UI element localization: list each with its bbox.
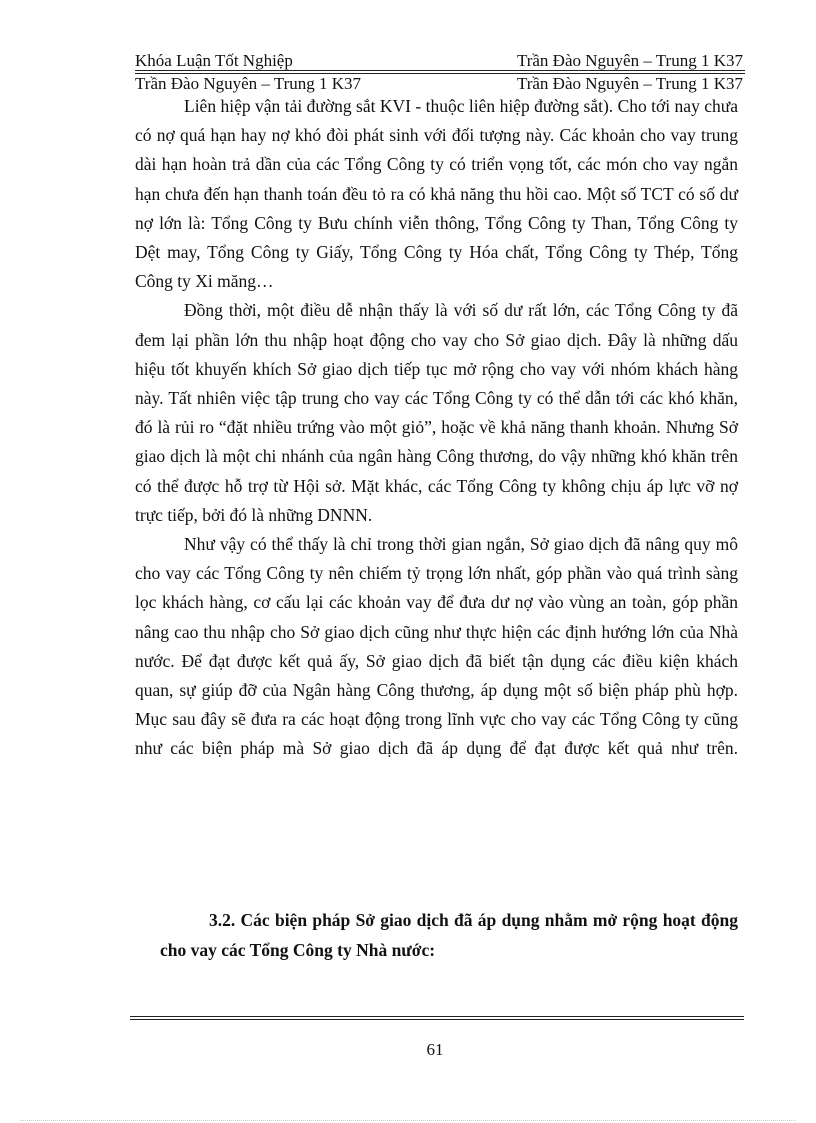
paragraph-2: Đồng thời, một điều dễ nhận thấy là với số dư rất lớn, các Tổng Công ty đã đem lại phần lớn thu nhập hoạt động cho vay cho Sở giao dịch. Đây là những dấu hiệu tốt khuyến khích Sở giao dịch tiếp tục mở rộng cho vay với nhóm khách hàng này. Tất nhiên việc tập trung cho vay các Tổng Công ty có thể dẫn tới các khó khăn, đó là rủi ro “đặt nhiều trứng vào một giỏ”, hoặc về khả năng thanh khoản. Nhưng Sở giao dịch là một chi nhánh của ngân hàng Công thương, do vậy những khó khăn trên có thể được hỗ trợ từ Hội sở. Mặt khác, các Tổng Công ty không chịu áp lực vỡ nợ trực tiếp, bởi đó là những DNNN. (135, 300, 738, 525)
author-name: Trần Đào Nguyên – Trung 1 K37 (516, 51, 743, 70)
thesis-title: Khóa Luận Tốt Nghiệp (135, 51, 293, 70)
paragraph-3: Như vậy có thể thấy là chỉ trong thời gian ngắn, Sở giao dịch đã nâng quy mô cho vay các Tổng Công ty nên chiếm tỷ trọng lớn nhất, góp phần vào quá trình sàng lọc khách hàng, cơ cấu lại các khoản vay để đưa dư nợ vào vùng an toàn, góp phần nâng cao thu nhập cho Sở giao dịch cũng như thực hiện các định hướng lớn của Nhà nước. Để đạt được kết quả ấy, Sở giao dịch đã biết tận dụng các điều kiện khách quan, sự giúp đỡ của Ngân hàng Công thương, áp dụng một số biện pháp phù hợp. Mục sau đây sẽ đưa ra các hoạt động trong lĩnh vực cho vay các Tổng Công ty cũng như các biện pháp mà Sở giao dịch đã áp dụng để đạt được kết quả như trên. (135, 534, 738, 759)
section-heading: 3.2. Các biện pháp Sở giao dịch đã áp dụng nhằm mở rộng hoạt động cho vay các Tổng Công ty Nhà nước: (160, 910, 738, 960)
page-bottom-border (20, 1120, 796, 1121)
page-number: 61 (426, 1040, 444, 1059)
header-rule-top (135, 70, 745, 71)
author-name-repeat-left: Trần Đào Nguyên – Trung 1 K37 (135, 74, 362, 93)
footer-rule-bottom (130, 1019, 744, 1020)
footer-rule-top (130, 1016, 744, 1017)
body-text (135, 92, 738, 764)
author-name-repeat-right: Trần Đào Nguyên – Trung 1 K37 (516, 74, 743, 93)
paragraph-1: Liên hiệp vận tải đường sắt KVI - thuộc liên hiệp đường sắt). Cho tới nay chưa có nợ quá hạn hay nợ khó đòi phát sinh với đối tượng này. Các khoản cho vay trung dài hạn hoàn trả dần của các Tổng Công ty có triển vọng tốt, các món cho vay ngắn hạn chưa đến hạn thanh toán đều tỏ ra có khả năng thu hồi cao. Một số TCT có số dư nợ lớn là: Tổng Công ty Bưu chính viễn thông, Tổng Công ty Than, Tổng Công ty Dệt may, Tổng Công ty Giấy, Tổng Công ty Hóa chất, Tổng Công ty Thép, Tổng Công ty Xi măng… (135, 96, 738, 292)
